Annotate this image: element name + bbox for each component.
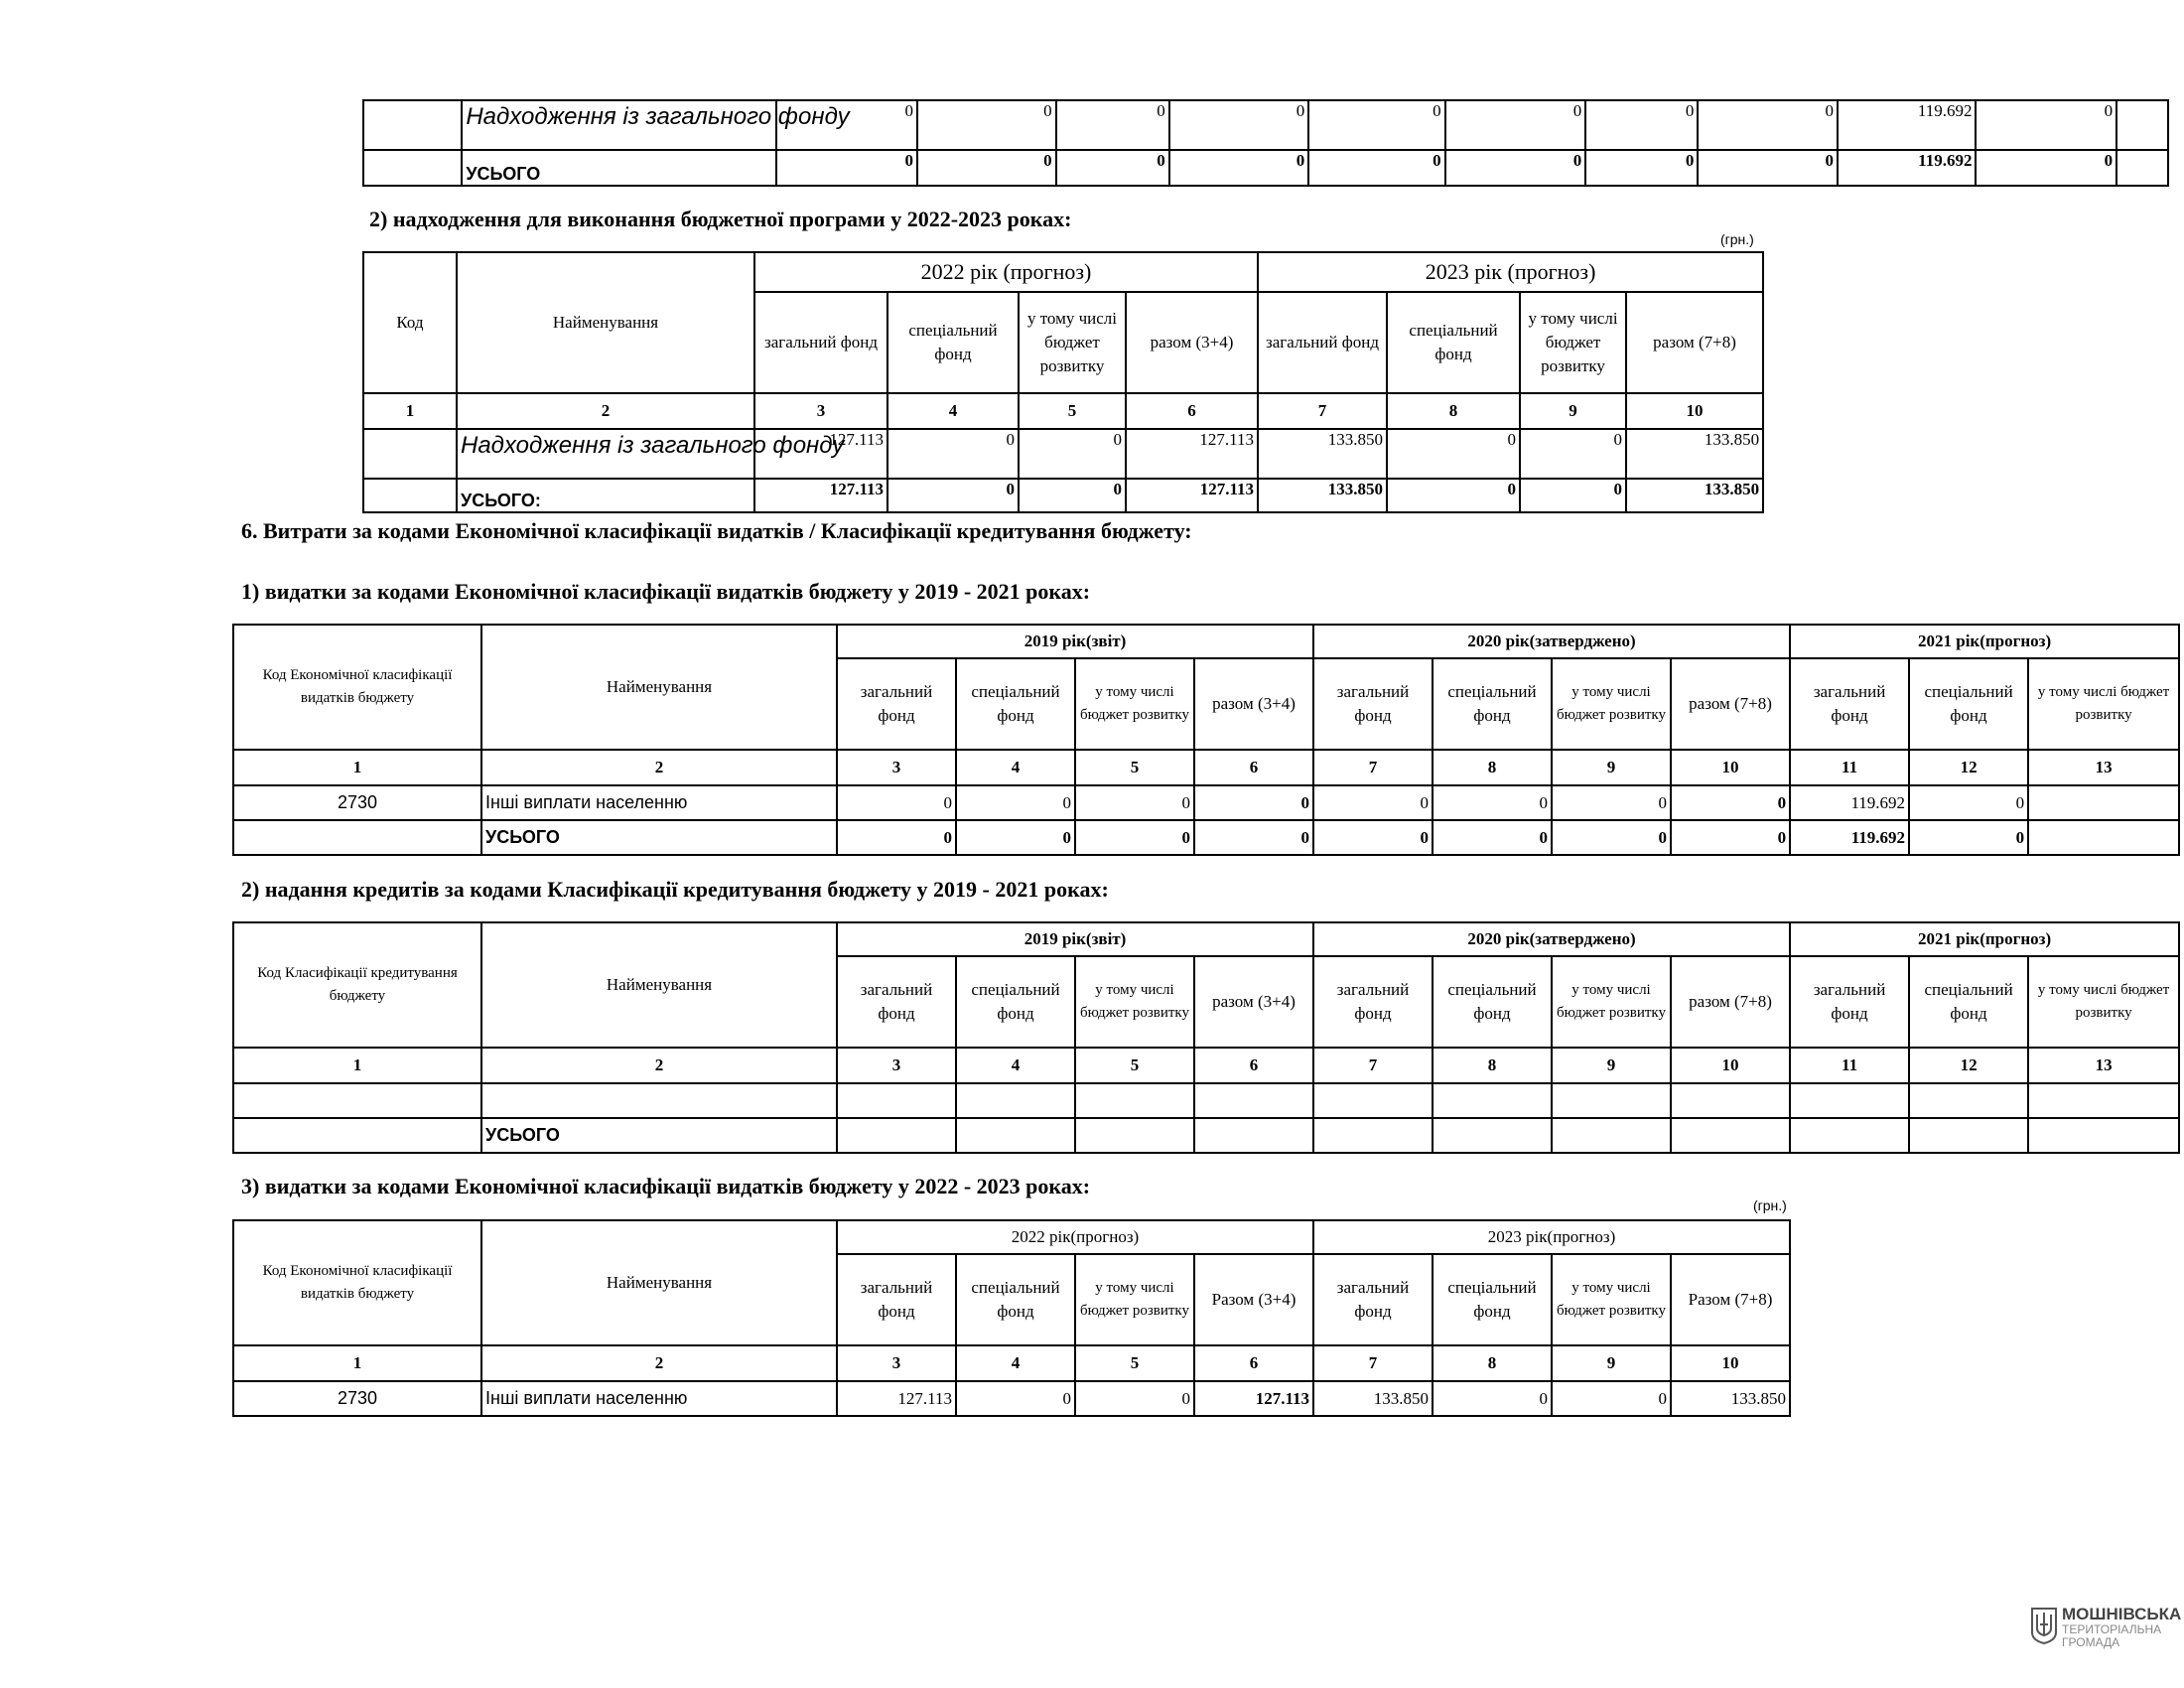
year-2023-header: 2023 рік (прогноз): [1258, 252, 1763, 292]
col-code: Код Класифікації кредитування бюджету: [233, 922, 481, 1048]
year-2019-header: 2019 рік(звіт): [837, 625, 1313, 658]
top-table-clip: [362, 99, 2114, 189]
year-2020-header: 2020 рік(затверджено): [1313, 625, 1790, 658]
col-code: Код: [363, 252, 457, 393]
year-2021-header: 2021 рік(прогноз): [1790, 922, 2179, 956]
year-2022-header: 2022 рік(прогноз): [837, 1220, 1313, 1254]
col-name: Найменування: [481, 922, 837, 1048]
section-6-1-heading: 1) видатки за кодами Економічної класифікації видатків бюджету у 2019 - 2021 роках:: [241, 579, 1091, 604]
section-6-heading: 6. Витрати за кодами Економічної класифікації видатків / Класифікації кредитування бюджету:: [241, 518, 1192, 543]
table-row-total: УСЬОГО: [233, 1118, 2179, 1153]
year-2020-header: 2020 рік(затверджено): [1313, 922, 1790, 956]
table-row: 2730 Інші виплати населенню 127.113 0 0 127.113 133.850 0 0 133.850: [233, 1381, 1790, 1416]
col-name: Найменування: [481, 625, 837, 750]
table-3-clip: [232, 624, 2170, 857]
col-name: Найменування: [481, 1220, 837, 1345]
logo-line-3: ГРОМАДА: [2062, 1635, 2120, 1649]
column-numbers: 1 2 3 4 5 6 7 8 9 10 11 12 13: [233, 750, 2179, 785]
year-2023-header: 2023 рік(прогноз): [1313, 1220, 1790, 1254]
table-row-total: УСЬОГО: 127.113 0 0 127.113 133.850 0 0 133.850: [363, 479, 1763, 512]
unit-label: (грн.): [1720, 231, 1754, 247]
section-2-heading: 2) надходження для виконання бюджетної програми у 2022-2023 роках:: [369, 207, 1072, 231]
table-2-revenue-2022-2023: Код Найменування 2022 рік (прогноз) 2023 рік (прогноз) загальний фонд спеціальний фонд у тому числі бюджет розвитку разом (3+4) загальний фонд спеціальний фонд у тому числі бюджет розвитку разом (7+8) 1 2 3 4 5 6 7 8 9 10 Надходження із загального фонду 127.113 0 0 127.113 133.850 0 0 133.850 УСЬОГО: 127.113 0 0 127.113 133.850 0 0 133.850: [362, 251, 1764, 513]
logo-line-2: ТЕРИТОРІАЛЬНА: [2062, 1622, 2162, 1636]
section-6-3-heading: 3) видатки за кодами Економічної класифікації видатків бюджету у 2022 - 2023 роках:: [241, 1174, 1091, 1198]
table-row-total: УСЬОГО 0 0 0 0 0 0 0 0 119.692 0: [233, 820, 2179, 855]
table-3-expenses-2019-2021: Код Економічної класифікації видатків бюджету Найменування 2019 рік(звіт) 2020 рік(затверджено) 2021 рік(прогноз) загальний фонд спеціальний фонд у тому числі бюджет розвитку разом (3+4) загальний фонд спеціальний фонд у тому числі бюджет розвитку разом (7+8) загальний фонд спеціальний фонд у тому числі бюджет розвитку 1 2 3 4 5 6 7 8 9 10 11 12 13 2730 Інші виплати населенню 0 0 0 0 0 0 0 0 119.692 0 УСЬОГО 0 0 0 0 0 0 0 0 119.692 0: [232, 624, 2180, 856]
col-code: Код Економічної класифікації видатків бюджету: [233, 625, 481, 750]
row-name: Надходження із загального фонду: [462, 100, 776, 150]
table-row: 2730 Інші виплати населенню 0 0 0 0 0 0 0 0 119.692 0: [233, 785, 2179, 820]
column-numbers: 1 2 3 4 5 6 7 8 9 10: [363, 393, 1763, 429]
section-6-2-heading: 2) надання кредитів за кодами Класифікації кредитування бюджету у 2019 - 2021 роках:: [241, 877, 1109, 902]
table-row: Надходження із загального фонду 127.113 0 0 127.113 133.850 0 0 133.850: [363, 429, 1763, 479]
column-numbers: 1 2 3 4 5 6 7 8 9 10 11 12 13: [233, 1048, 2179, 1083]
column-numbers: 1 2 3 4 5 6 7 8 9 10: [233, 1345, 1790, 1381]
trident-icon: [2030, 1607, 2058, 1649]
table-5-expenses-2022-2023: Код Економічної класифікації видатків бюджету Найменування 2022 рік(прогноз) 2023 рік(прогноз) загальний фонд спеціальний фонд у тому числі бюджет розвитку Разом (3+4) загальний фонд спеціальний фонд у тому числі бюджет розвитку Разом (7+8) 1 2 3 4 5 6 7 8 9 10 2730 Інші виплати населенню 127.113 0 0 127.113 133.850 0 0 133.850: [232, 1219, 1791, 1417]
year-2019-header: 2019 рік(звіт): [837, 922, 1313, 956]
logo-line-1: МОШНІВСЬКА: [2062, 1605, 2182, 1623]
year-2021-header: 2021 рік(прогноз): [1790, 625, 2179, 658]
table-row-total: УСЬОГО 0 0 0 0 0 0 0 0 119.692 0: [363, 150, 2168, 186]
top-table: [362, 99, 2169, 187]
table-row: [233, 1083, 2179, 1118]
col-name: Найменування: [457, 252, 754, 393]
year-2022-header: 2022 рік (прогноз): [754, 252, 1258, 292]
col-code: Код Економічної класифікації видатків бюджету: [233, 1220, 481, 1345]
table-row: Надходження із загального фонду 0 0 0 0 0 0 0 0 119.692 0: [363, 100, 2168, 150]
table-4-credits-2019-2021: Код Класифікації кредитування бюджету Найменування 2019 рік(звіт) 2020 рік(затверджено) 2021 рік(прогноз) загальний фонд спеціальний фонд у тому числі бюджет розвитку разом (3+4) загальний фонд спеціальний фонд у тому числі бюджет розвитку разом (7+8) загальний фонд спеціальний фонд у тому числі бюджет розвитку 1 2 3 4 5 6 7 8 9 10 11 12 13 УСЬОГО: [232, 921, 2180, 1154]
community-logo: [2030, 1606, 2181, 1649]
unit-label: (грн.): [1753, 1197, 1787, 1213]
table-4-clip: [232, 921, 2170, 1155]
